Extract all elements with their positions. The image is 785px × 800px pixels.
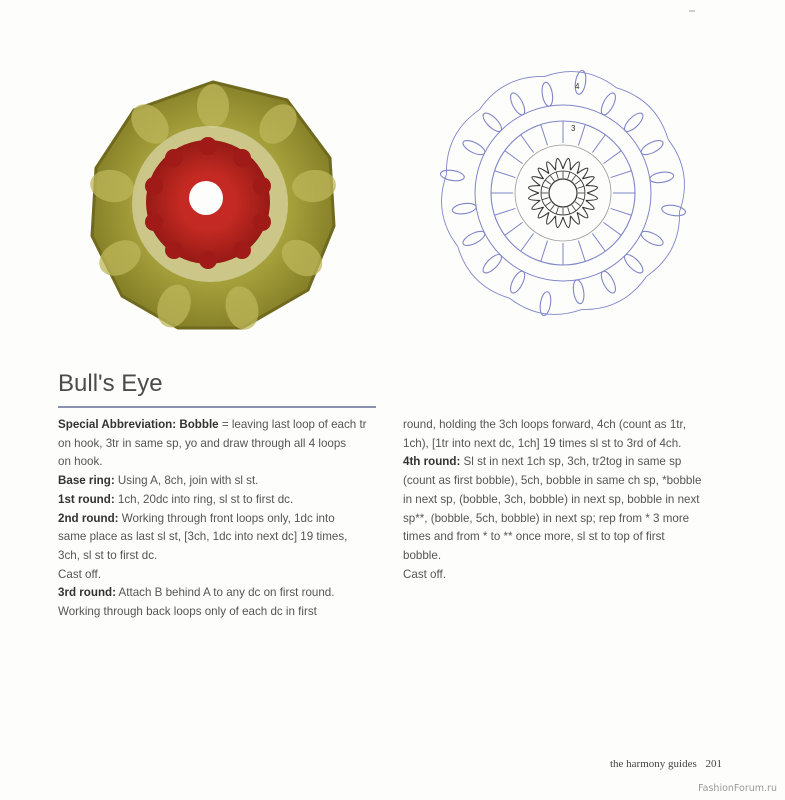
instruction-line bbox=[58, 528, 388, 547]
instruction-label: Base ring: bbox=[58, 474, 115, 488]
chart-dc-stitch bbox=[545, 180, 551, 184]
chart-dc-stitch bbox=[568, 207, 570, 214]
chart-tr-stitch bbox=[611, 208, 632, 215]
chart-chain-loop bbox=[582, 177, 594, 186]
chart-chain-loop bbox=[556, 216, 563, 228]
chart-dc-stitch bbox=[575, 202, 581, 206]
instruction-label: Special Abbreviation: Bobble bbox=[58, 418, 219, 431]
chart-tr-stitch bbox=[541, 125, 548, 146]
chart-dc-stitch bbox=[556, 172, 558, 179]
chart-chain-loop bbox=[563, 159, 570, 171]
chart-chain-loop bbox=[563, 216, 570, 228]
chart-bobble bbox=[508, 91, 528, 117]
instruction-text: Using A, 8ch, join with sl st. bbox=[114, 474, 259, 488]
chart-tr-stitch bbox=[521, 135, 534, 153]
chart-tr-stitch bbox=[495, 171, 516, 178]
instruction-line bbox=[403, 491, 733, 510]
instruction-text: Cast off. bbox=[58, 567, 101, 581]
chart-bobble bbox=[639, 228, 665, 248]
chart-bobble bbox=[622, 252, 646, 276]
chart-dc-stitch bbox=[572, 205, 576, 211]
chart-label-round-4: 4 bbox=[575, 82, 580, 91]
instruction-text: same place as last sl st, [3ch, 1dc into next dc] 19 times, bbox=[58, 530, 348, 544]
instruction-line bbox=[58, 566, 388, 585]
chart-tr-stitch bbox=[495, 208, 516, 215]
instruction-line bbox=[403, 453, 733, 472]
chart-tr-stitch bbox=[592, 135, 605, 153]
chart-dc-stitch bbox=[542, 186, 549, 188]
chart-tr-stitch bbox=[505, 222, 523, 235]
chart-chain-loop bbox=[586, 186, 598, 193]
chart-bobble bbox=[440, 169, 465, 183]
chart-chain-loop bbox=[586, 193, 598, 200]
chart-tr-stitch bbox=[611, 171, 632, 178]
page-footer bbox=[610, 758, 722, 770]
chart-bobble bbox=[622, 110, 646, 134]
chart-bobble bbox=[452, 202, 477, 216]
chart-chain-loop bbox=[529, 186, 541, 193]
instruction-text: Working through back loops only of each dc in first bbox=[58, 605, 317, 619]
chart-outer-chain bbox=[545, 72, 617, 88]
instruction-text: on hook. bbox=[58, 455, 103, 469]
chart-bobble bbox=[461, 228, 487, 248]
chart-bobble bbox=[661, 204, 686, 218]
chart-dc-stitch bbox=[556, 207, 558, 214]
instruction-line bbox=[58, 491, 388, 510]
chart-chain-loop bbox=[547, 162, 556, 174]
instruction-line bbox=[58, 547, 388, 566]
chart-dc-stitch bbox=[545, 202, 551, 206]
chart-bobble bbox=[598, 91, 618, 117]
instruction-line bbox=[403, 416, 733, 435]
chart-dc-stitch bbox=[568, 172, 570, 179]
chart-outer-chain bbox=[509, 298, 581, 314]
instruction-text: Working through front loops only, 1dc into bbox=[118, 511, 335, 525]
instruction-text: Sl st in next 1ch sp, 3ch, tr2tog in same sp bbox=[460, 455, 682, 469]
chart-bobble bbox=[598, 269, 618, 295]
chart-round-2-guide bbox=[515, 145, 611, 241]
chart-label-round-3: 3 bbox=[571, 124, 576, 133]
instruction-text: round, holding the 3ch loops forward, 4ch (count as 1tr, bbox=[403, 418, 686, 431]
instruction-label: 2nd round: bbox=[58, 511, 119, 525]
instruction-text: times and from * to ** once more, sl st to top of first bbox=[403, 530, 665, 544]
instruction-text: Attach B behind A to any dc on first round. bbox=[115, 586, 335, 600]
chart-chain-loop bbox=[547, 212, 556, 224]
instruction-line bbox=[58, 453, 388, 472]
instruction-line bbox=[403, 435, 733, 454]
chart-chain-loop bbox=[570, 212, 579, 224]
instruction-text: 1ch, 20dc into ring, sl st to first dc. bbox=[114, 492, 294, 506]
chart-bobble bbox=[508, 269, 528, 295]
chart-tr-stitch bbox=[505, 151, 523, 164]
instructions-column-right bbox=[403, 416, 733, 584]
instruction-text: (count as first bobble), 5ch, bobble in same ch sp, *bobble bbox=[403, 474, 702, 488]
chart-dc-stitch bbox=[550, 205, 554, 211]
chart-chain-loop bbox=[532, 200, 544, 209]
chart-outer-chain bbox=[442, 175, 458, 247]
chart-bobble bbox=[480, 110, 504, 134]
instruction-text: 1ch), [1tr into next dc, 1ch] 19 times sl st to 3rd of 4ch. bbox=[403, 436, 682, 450]
instruction-text: sp**, (bobble, 5ch, bobble) in next sp; rep from * 3 more bbox=[403, 511, 690, 525]
chart-bobble bbox=[649, 171, 674, 185]
instruction-line bbox=[58, 416, 388, 435]
instruction-line bbox=[58, 584, 388, 603]
chart-chain-loop bbox=[556, 159, 563, 171]
instruction-line bbox=[403, 510, 733, 529]
instruction-line bbox=[58, 435, 388, 454]
chart-bobble bbox=[461, 138, 487, 158]
instruction-line bbox=[403, 566, 733, 585]
chart-bobble bbox=[541, 82, 555, 107]
watermark: FashionForum.ru bbox=[698, 783, 777, 794]
title-underline bbox=[58, 406, 376, 408]
instruction-text: on hook, 3tr in same sp, yo and draw through all 4 loops bbox=[58, 436, 347, 450]
instruction-line bbox=[58, 472, 388, 491]
instruction-label: 4th round: bbox=[403, 455, 461, 469]
crochet-chart-diagram bbox=[432, 62, 694, 324]
chart-dc-stitch bbox=[550, 175, 554, 181]
crochet-motif-photo bbox=[82, 76, 344, 336]
chart-base-ring bbox=[549, 179, 577, 207]
instruction-text: = leaving last loop of each tr bbox=[218, 418, 367, 431]
instruction-line bbox=[58, 510, 388, 529]
instruction-line bbox=[403, 528, 733, 547]
instruction-text: 3ch, sl st to first dc. bbox=[58, 548, 158, 562]
chart-chain-loop bbox=[570, 162, 579, 174]
instruction-text: bobble. bbox=[403, 548, 442, 562]
chart-dc-stitch bbox=[575, 180, 581, 184]
chart-outer-chain bbox=[668, 139, 684, 211]
footer-guide-name: the harmony guides bbox=[609, 758, 697, 770]
instruction-label: 3rd round: bbox=[58, 586, 116, 600]
instruction-line bbox=[403, 472, 733, 491]
chart-tr-stitch bbox=[578, 125, 585, 146]
page-number: 201 bbox=[705, 758, 722, 770]
instruction-line bbox=[58, 603, 388, 622]
instruction-text: in next sp, (bobble, 3ch, bobble) in next sp, bobble in next bbox=[403, 492, 700, 506]
chart-tr-stitch bbox=[541, 241, 548, 262]
chart-tr-stitch bbox=[603, 222, 621, 235]
chart-tr-stitch bbox=[521, 233, 534, 251]
chart-chain-loop bbox=[582, 200, 594, 209]
chart-dc-stitch bbox=[577, 198, 584, 200]
chart-tr-stitch bbox=[603, 151, 621, 164]
instruction-label: 1st round: bbox=[58, 492, 115, 506]
chart-dc-stitch bbox=[542, 198, 549, 200]
chart-chain-loop bbox=[529, 193, 541, 200]
chart-tr-stitch bbox=[578, 241, 585, 262]
chart-dc-stitch bbox=[577, 186, 584, 188]
chart-chain-loop bbox=[532, 177, 544, 186]
instructions-column-left bbox=[58, 416, 388, 622]
chart-tr-stitch bbox=[592, 233, 605, 251]
instruction-text: Cast off. bbox=[403, 567, 446, 581]
chart-dc-stitch bbox=[572, 175, 576, 181]
instruction-line bbox=[403, 547, 733, 566]
chart-bobble bbox=[539, 291, 553, 316]
page-title: Bull's Eye bbox=[58, 370, 163, 397]
top-mark bbox=[689, 10, 695, 12]
chart-bobble bbox=[639, 138, 665, 158]
chart-bobble bbox=[572, 279, 586, 304]
chart-bobble bbox=[480, 252, 504, 276]
